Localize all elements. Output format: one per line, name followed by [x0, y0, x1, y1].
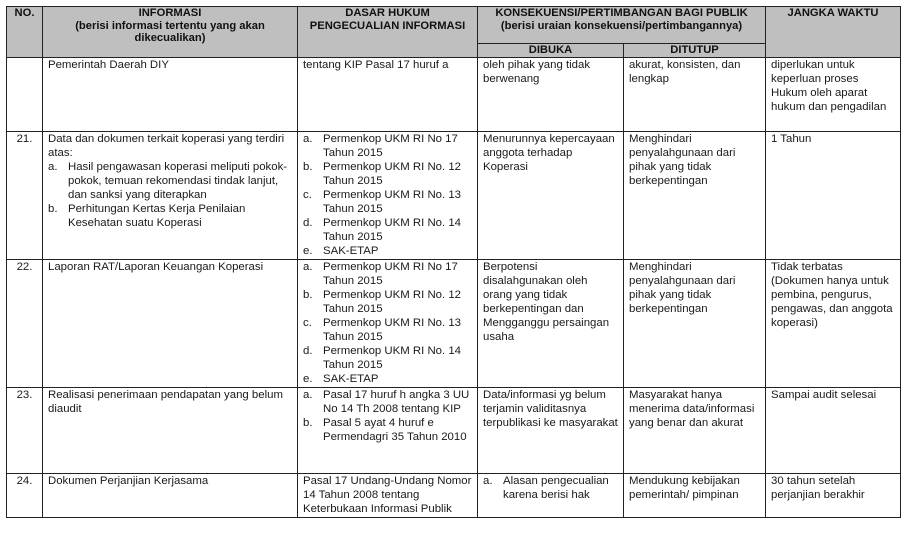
header-dibuka: DIBUKA [478, 44, 624, 58]
header-konsekuensi-subtitle: (berisi uraian konsekuensi/pertimbangannya) [500, 19, 743, 32]
row-ditutup: Mendukung kebijakan pemerintah/ pimpinan [624, 474, 766, 518]
row-informasi: Laporan RAT/Laporan Keuangan Koperasi [43, 260, 298, 388]
list-item: b. Permenkop UKM RI No. 12 Tahun 2015 [303, 289, 462, 315]
row-dibuka: oleh pihak yang tidak berwenang [478, 58, 624, 132]
row-dasar-hukum [298, 260, 478, 388]
list-item: b. Pasal 5 ayat 4 huruf e Permendagri 35 Tahun 2010 [303, 417, 467, 443]
row-jangka-waktu: 1 Tahun [766, 132, 901, 260]
header-konsekuensi [478, 7, 766, 44]
header-ditutup: DITUTUP [624, 44, 766, 58]
row-dasar-hukum: tentang KIP Pasal 17 huruf a [298, 58, 478, 132]
row-informasi: Realisasi penerimaan pendapatan yang belum diaudit [43, 388, 298, 474]
row-jangka-waktu: Tidak terbatas (Dokumen hanya untuk pembina, pengurus, pengawas, dan anggota koperasi) [766, 260, 901, 388]
row-ditutup: akurat, konsisten, dan lengkap [624, 58, 766, 132]
table-row [7, 260, 901, 388]
row-informasi: Pemerintah Daerah DIY [43, 58, 298, 132]
list-item: a. Permenkop UKM RI No 17 Tahun 2015 [303, 133, 458, 159]
row-jangka-waktu: Sampai audit selesai [766, 388, 901, 474]
informasi-intro: Data dan dokumen terkait koperasi yang terdiri atas: [48, 133, 285, 159]
row-number: 23. [7, 388, 43, 474]
row-ditutup: Menghindari penyalahgunaan dari pihak yang tidak berkepentingan [624, 132, 766, 260]
table-row [7, 388, 901, 474]
row-ditutup: Menghindari penyalahgunaan dari pihak yang tidak berkepentingan [624, 260, 766, 388]
row-dibuka: Berpotensi disalahgunakan oleh orang yang tidak berkepentingan dan Mengganggu persaingan usaha [478, 260, 624, 388]
list-item: a. Alasan pengecualian karena berisi hak [483, 475, 609, 501]
row-jangka-waktu: diperlukan untuk keperluan proses Hukum oleh aparat hukum dan pengadilan [766, 58, 901, 132]
row-dibuka: Data/informasi yg belum terjamin validitasnya terpublikasi ke masyarakat [478, 388, 624, 474]
document-page [6, 6, 901, 518]
exemption-table [6, 6, 901, 518]
row-informasi [43, 132, 298, 260]
dasar-hukum-list [303, 132, 472, 258]
row-number: 24. [7, 474, 43, 518]
list-item: e. SAK-ETAP [303, 245, 379, 257]
table-row [7, 132, 901, 260]
list-item: d. Permenkop UKM RI No. 14 Tahun 2015 [303, 345, 462, 371]
row-number: 22. [7, 260, 43, 388]
row-dasar-hukum: Pasal 17 Undang-Undang Nomor 14 Tahun 2008 tentang Keterbukaan Informasi Publik [298, 474, 478, 518]
row-dasar-hukum [298, 388, 478, 474]
list-item: a. Hasil pengawasan koperasi meliputi pokok-pokok, temuan rekomendasi tindak lanjut, dan sanksi yang diterapkan [48, 161, 288, 201]
table-row [7, 474, 901, 518]
header-dasar-hukum: DASAR HUKUM PENGECUALIAN INFORMASI [298, 7, 478, 58]
header-informasi [43, 7, 298, 58]
header-konsekuensi-title: KONSEKUENSI/PERTIMBANGAN BAGI PUBLIK [495, 7, 748, 19]
table-row [7, 58, 901, 132]
row-dasar-hukum [298, 132, 478, 260]
informasi-list [48, 160, 292, 230]
header-no: NO. [7, 7, 43, 58]
dasar-hukum-list [303, 388, 472, 444]
list-item: d. Permenkop UKM RI No. 14 Tahun 2015 [303, 217, 462, 243]
dibuka-list [483, 474, 618, 502]
row-dibuka [478, 474, 624, 518]
header-informasi-subtitle: (berisi informasi tertentu yang akan dikecualikan) [75, 19, 265, 44]
dasar-hukum-list [303, 260, 472, 386]
list-item: b. Permenkop UKM RI No. 12 Tahun 2015 [303, 161, 462, 187]
list-item: a. Permenkop UKM RI No 17 Tahun 2015 [303, 261, 458, 287]
row-number [7, 58, 43, 132]
row-number: 21. [7, 132, 43, 260]
list-item: c. Permenkop UKM RI No. 13 Tahun 2015 [303, 189, 462, 215]
list-item: c. Permenkop UKM RI No. 13 Tahun 2015 [303, 317, 462, 343]
list-item: e. SAK-ETAP [303, 373, 379, 385]
list-item: a. Pasal 17 huruf h angka 3 UU No 14 Th 2008 tentang KIP [303, 389, 470, 415]
row-dibuka: Menurunnya kepercayaan anggota terhadap Koperasi [478, 132, 624, 260]
row-ditutup: Masyarakat hanya menerima data/informasi yang benar dan akurat [624, 388, 766, 474]
list-item: b. Perhitungan Kertas Kerja Penilaian Kesehatan suatu Koperasi [48, 203, 246, 229]
row-jangka-waktu: 30 tahun setelah perjanjian berakhir [766, 474, 901, 518]
row-informasi: Dokumen Perjanjian Kerjasama [43, 474, 298, 518]
header-jangka-waktu: JANGKA WAKTU [766, 7, 901, 58]
header-informasi-title: INFORMASI [138, 7, 202, 19]
